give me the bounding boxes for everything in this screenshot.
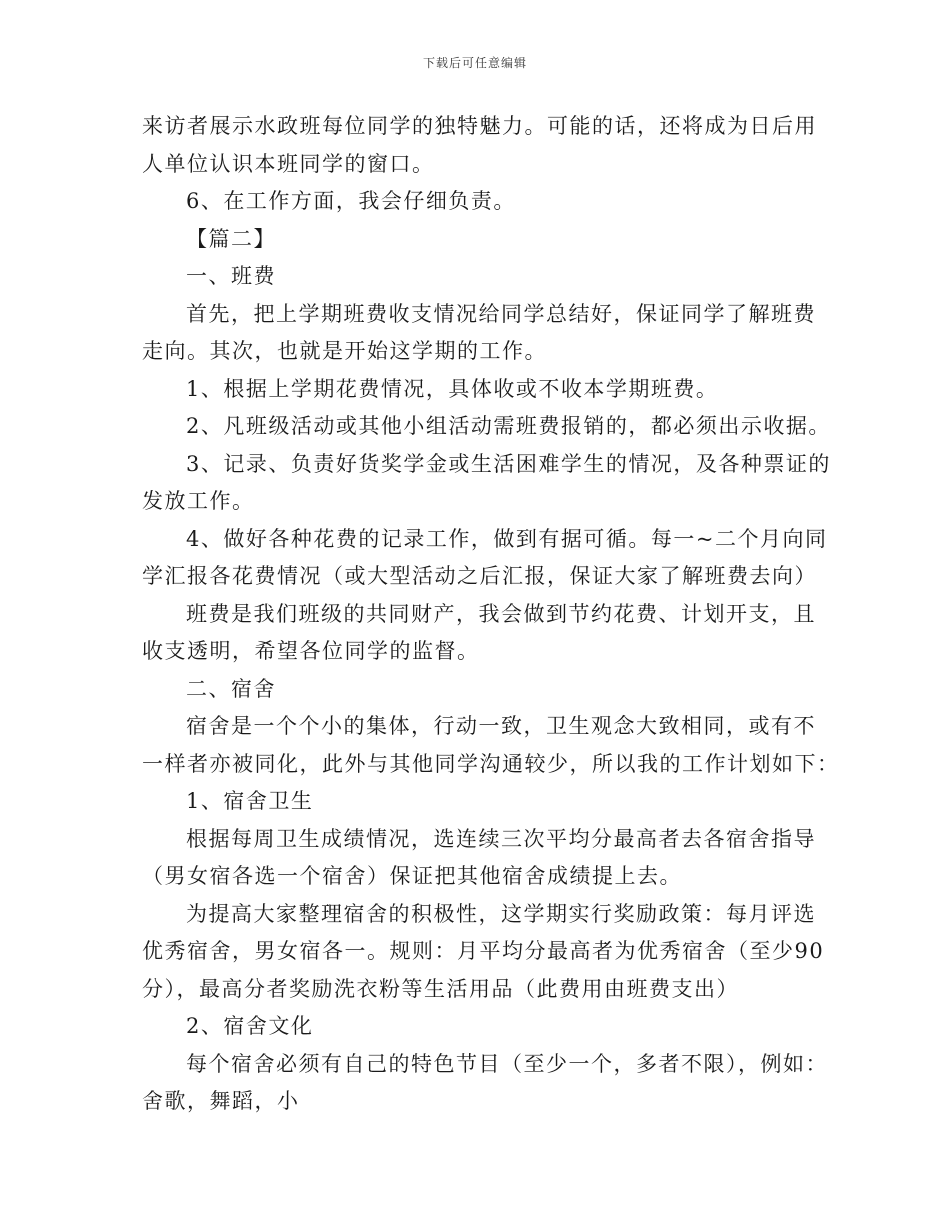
text-line: 4、做好各种花费的记录工作，做到有据可循。每一~二个月向同 xyxy=(186,526,828,551)
text-line: 走向。其次，也就是开始这学期的工作。 xyxy=(142,339,547,363)
text-line: 班费是我们班级的共同财产，我会做到节约花费、计划开支，且 xyxy=(186,601,816,626)
text-line: 为提高大家整理宿舍的积极性，这学期实行奖励政策：每月评选 xyxy=(186,901,816,926)
text-line: 【篇二】 xyxy=(186,226,276,251)
text-line: 2、凡班级活动或其他小组活动需班费报销的，都必须出示收据。 xyxy=(186,414,831,438)
text-line: 人单位认识本班同学的窗口。 xyxy=(142,151,435,176)
text-line: 1、根据上学期花费情况，具体收或不收本学期班费。 xyxy=(186,376,719,401)
text-line: 根据每周卫生成绩情况，选连续三次平均分最高者去各宿舍指导 xyxy=(186,826,816,851)
text-line: 一、班费 xyxy=(186,264,276,288)
text-line: 一样者亦被同化，此外与其他同学沟通较少，所以我的工作计划如下： xyxy=(142,751,840,776)
text-line: （男女宿各选一个宿舍）保证把其他宿舍成绩提上去。 xyxy=(142,864,682,888)
text-line: 二、宿舍 xyxy=(186,676,276,701)
text-line: 学汇报各花费情况（或大型活动之后汇报，保证大家了解班费去向） xyxy=(142,564,817,588)
text-line: 3、记录、负责好货奖学金或生活困难学生的情况，及各种票证的 xyxy=(186,451,831,476)
text-line: 舍歌，舞蹈，小 xyxy=(142,1089,300,1113)
text-line: 2、宿舍文化 xyxy=(186,1014,314,1038)
document-body xyxy=(142,108,840,1121)
text-line: 发放工作。 xyxy=(142,489,255,513)
page-header: 下载后可任意编辑 xyxy=(422,56,527,70)
text-line: 每个宿舍必须有自己的特色节目（至少一个，多者不限），例如： xyxy=(186,1051,828,1076)
text-line: 分），最高分者奖励洗衣粉等生活用品（此费用由班费支出） xyxy=(142,976,739,1001)
text-line: 1、宿舍卫生 xyxy=(186,789,314,813)
text-line: 收支透明，希望各位同学的监督。 xyxy=(142,639,480,663)
text-line: 优秀宿舍，男女宿各一。规则：月平均分最高者为优秀宿舍（至少90 xyxy=(142,939,825,963)
text-line: 首先，把上学期班费收支情况给同学总结好，保证同学了解班费 xyxy=(186,301,816,326)
text-line: 来访者展示水政班每位同学的独特魅力。可能的话，还将成为日后用 xyxy=(142,114,817,138)
text-line: 6、在工作方面，我会仔细负责。 xyxy=(186,189,516,213)
text-line: 宿舍是一个个小的集体，行动一致，卫生观念大致相同，或有不 xyxy=(186,714,816,738)
